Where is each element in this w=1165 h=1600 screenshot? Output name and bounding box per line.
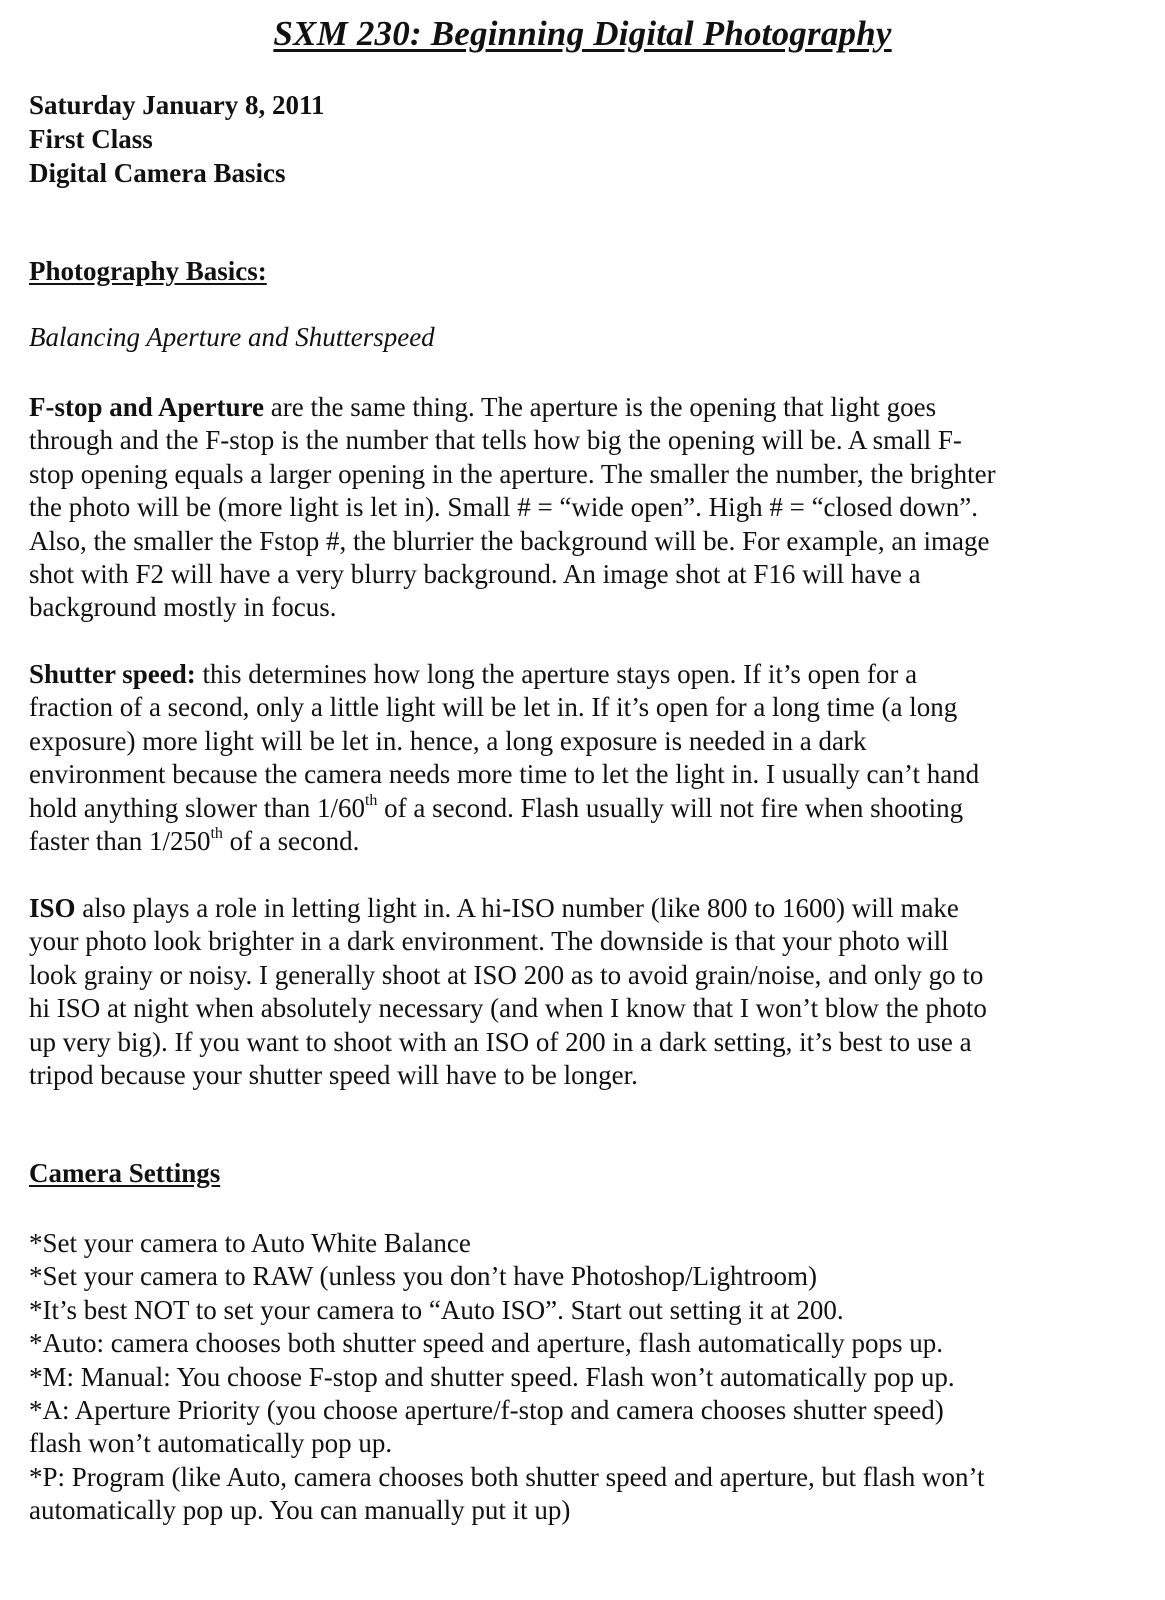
- paragraph-line: background mostly in focus.: [29, 592, 337, 623]
- paragraph-line: shot with F2 will have a very blurry background. An image shot at F16 will have a: [29, 559, 921, 590]
- list-item: *M: Manual: You choose F-stop and shutter speed. Flash won’t automatically pop up.: [29, 1361, 955, 1392]
- paragraph-line: [29, 825, 1129, 858]
- iso-paragraph: [29, 892, 1129, 1092]
- fstop-term: F-stop and Aperture: [29, 392, 265, 422]
- paragraph-text: hold anything slower than 1/60: [29, 792, 365, 823]
- paragraph-line: tripod because your shutter speed will have to be longer.: [29, 1060, 638, 1091]
- paragraph-line: [29, 658, 1129, 691]
- paragraph-line: the photo will be (more light is let in). Small # = “wide open”. High # = “closed down”.: [29, 492, 979, 523]
- fstop-paragraph: [29, 391, 1129, 625]
- class-date: Saturday January 8, 2011: [29, 90, 325, 120]
- paragraph-text: also plays a role in letting light in. A hi-ISO number (like 800 to 1600) will make: [75, 893, 959, 923]
- camera-settings-list: [29, 1227, 985, 1528]
- list-item: *A: Aperture Priority (you choose aperture/f-stop and camera chooses shutter speed): [29, 1395, 944, 1426]
- list-item: *Set your camera to Auto White Balance: [29, 1228, 471, 1258]
- list-item: flash won’t automatically pop up.: [29, 1428, 393, 1459]
- list-item: *Auto: camera chooses both shutter speed and aperture, flash automatically pops up.: [29, 1328, 943, 1359]
- paragraph-line: Also, the smaller the Fstop #, the blurrier the background will be. For example, an image: [29, 525, 990, 556]
- paragraph-text: faster than 1/250: [29, 826, 211, 857]
- paragraph-text: of a second.: [222, 826, 360, 857]
- list-item: *P: Program (like Auto, camera chooses both shutter speed and aperture, but flash won’t: [29, 1461, 985, 1492]
- class-number: First Class: [29, 124, 153, 154]
- shutter-speed-paragraph: [29, 658, 1129, 858]
- paragraph-line: [29, 792, 1129, 825]
- paragraph-line: [29, 892, 1129, 925]
- aperture-shutter-subheading: Balancing Aperture and Shutterspeed: [29, 322, 435, 352]
- superscript: th: [364, 791, 378, 809]
- class-header: [29, 88, 325, 190]
- paragraph-line: stop opening equals a larger opening in the aperture. The smaller the number, the brighter: [29, 458, 996, 489]
- paragraph-text: of a second. Flash usually will not fire when shooting: [377, 792, 964, 823]
- paragraph-line: fraction of a second, only a little light will be let in. If it’s open for a long time (a long: [29, 692, 958, 723]
- photography-basics-heading: Photography Basics:: [29, 256, 267, 286]
- paragraph-text: are the same thing. The aperture is the opening that light goes: [264, 392, 937, 422]
- list-item: *It’s best NOT to set your camera to “Auto ISO”. Start out setting it at 200.: [29, 1294, 844, 1325]
- iso-term: ISO: [29, 893, 76, 923]
- document-title: SXM 230: Beginning Digital Photography: [273, 14, 892, 53]
- superscript: th: [210, 825, 223, 843]
- camera-settings-heading: Camera Settings: [29, 1158, 221, 1188]
- paragraph-line: your photo look brighter in a dark environment. The downside is that your photo will: [29, 926, 949, 957]
- paragraph-line: look grainy or noisy. I generally shoot at ISO 200 as to avoid grain/noise, and only go to: [29, 959, 984, 990]
- paragraph-line: through and the F-stop is the number that tells how big the opening will be. A small F-: [29, 425, 962, 456]
- list-item: *Set your camera to RAW (unless you don’t have Photoshop/Lightroom): [29, 1261, 817, 1292]
- paragraph-line: up very big). If you want to shoot with an ISO of 200 in a dark setting, it’s best to use a: [29, 1026, 972, 1057]
- list-item: automatically pop up. You can manually put it up): [29, 1495, 571, 1526]
- shutter-speed-term: Shutter speed:: [29, 659, 196, 689]
- paragraph-line: exposure) more light will be let in. hence, a long exposure is needed in a dark: [29, 725, 867, 756]
- class-topic: Digital Camera Basics: [29, 158, 286, 188]
- paragraph-line: environment because the camera needs more time to let the light in. I usually can’t hand: [29, 759, 980, 790]
- paragraph-line: hi ISO at night when absolutely necessary (and when I know that I won’t blow the photo: [29, 993, 987, 1024]
- paragraph-line: [29, 391, 1129, 424]
- paragraph-text: this determines how long the aperture stays open. If it’s open for a: [195, 659, 918, 689]
